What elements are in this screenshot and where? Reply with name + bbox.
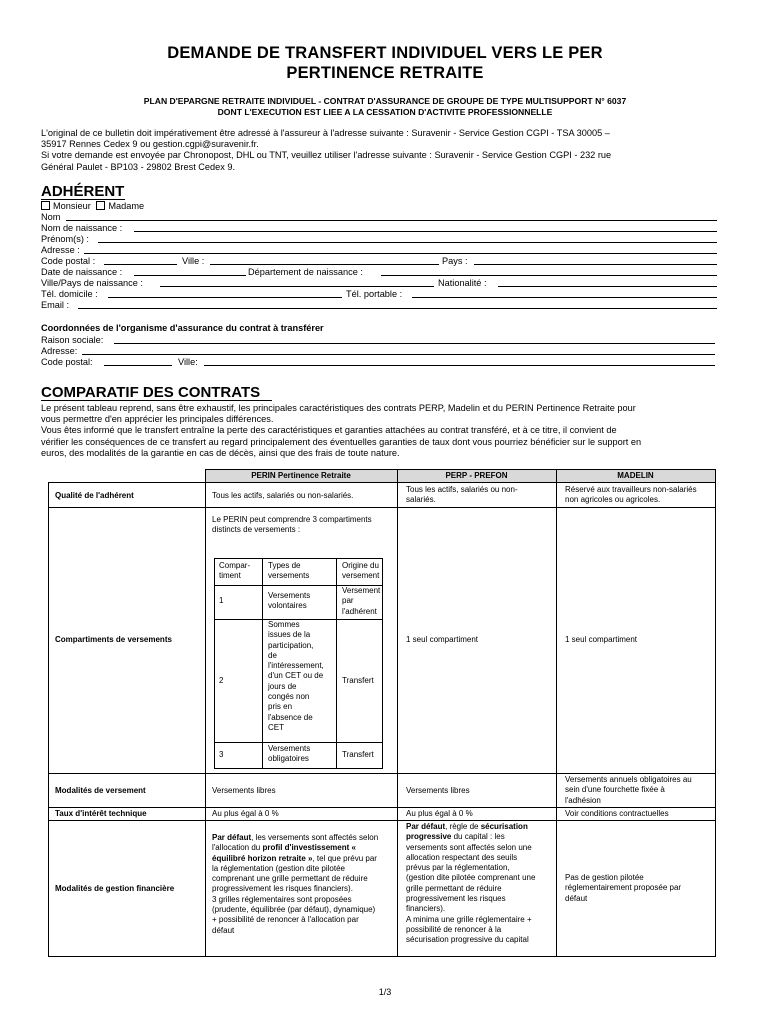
cell-line: progressivement les risques	[406, 894, 506, 904]
cell-line: Compar-	[219, 561, 251, 570]
cell-line: versements	[268, 571, 310, 581]
table-border	[48, 507, 716, 508]
nationalite-field[interactable]	[498, 286, 717, 287]
cell-line: l'adhérent	[342, 606, 377, 616]
cell-line: réglementairement proposée par	[565, 883, 682, 893]
text: du capital : les	[451, 832, 505, 842]
cell-line: timent	[219, 571, 241, 581]
page-number: 1/3	[378, 987, 392, 997]
cell-line: volontaires	[268, 601, 307, 611]
cell-line: Versement	[342, 586, 381, 595]
gestion-madelin	[565, 873, 681, 904]
inner-border	[214, 558, 383, 559]
compartiments-perp: 1 seul compartiment	[406, 635, 479, 644]
monsieur-checkbox[interactable]	[41, 201, 50, 210]
cell-line: issues de la	[268, 630, 311, 640]
bold-text: profil d'investissement «	[262, 843, 356, 853]
email-field[interactable]	[78, 308, 717, 309]
tel-domicile-field[interactable]	[108, 297, 342, 298]
adresse-field[interactable]	[84, 253, 717, 254]
text: , tel que prévu par	[312, 853, 377, 863]
madame-label: Madame	[108, 201, 145, 211]
comparatif-text	[41, 403, 721, 459]
departement-label: Département de naissance :	[248, 267, 363, 277]
cell-line: non agricoles ou agricoles.	[565, 495, 661, 505]
nationalite-label: Nationalité :	[438, 278, 487, 288]
compartiments-perin-intro	[212, 515, 372, 536]
nom-label: Nom	[41, 212, 61, 222]
cell-line: sécurisation progressive du capital	[406, 935, 529, 945]
cell-line: par	[342, 596, 354, 606]
cell-line: CET	[268, 722, 284, 732]
cell-line: grille permettant de réduire	[406, 883, 502, 893]
cell-line: l'intéressement,	[268, 661, 324, 671]
cell-line: Réservé aux travailleurs non-salariés	[565, 485, 697, 494]
cell-line: sein d'une fourchette fixée à	[565, 785, 665, 795]
table-border	[397, 469, 398, 957]
inner-row-2-origine: Transfert	[342, 676, 374, 685]
cell-line: (prudente, équilibrée (par défaut), dynamique)	[212, 905, 376, 915]
cell-line: la réglementation (gestion dite pilotée	[212, 863, 345, 873]
cell-line: Le PERIN peut comprendre 3 compartiments	[212, 515, 372, 524]
cell-line: 3 grilles réglementaires sont proposées	[212, 894, 352, 904]
table-border	[48, 820, 716, 821]
cell-line	[212, 833, 394, 843]
cell-line: possibilité de renoncer à la	[406, 924, 502, 934]
ville-pays-label: Ville/Pays de naissance :	[41, 278, 143, 288]
cell-line: prévus par la réglementation,	[406, 863, 510, 873]
taux-perp: Au plus égal à 0 %	[406, 809, 473, 818]
table-border	[48, 773, 716, 774]
row-label-compartiments: Compartiments de versements	[55, 635, 172, 644]
cell-line: + possibilité de renoncer à l'allocation par	[212, 915, 359, 925]
inner-row-2-type	[268, 620, 324, 733]
text: , les versements sont affectés selon	[251, 833, 379, 842]
table-border	[48, 807, 716, 808]
inner-row-3-origine: Transfert	[342, 750, 374, 759]
tel-domicile-label: Tél. domicile :	[41, 289, 98, 299]
madame-checkbox[interactable]	[96, 201, 105, 210]
cell-line: congés non	[268, 692, 310, 702]
intro-line: 35917 Rennes Cedex 9 ou gestion.cgpi@suravenir.fr.	[41, 139, 259, 150]
intro-text	[41, 128, 721, 173]
intro-line: Si votre demande est envoyée par Chronopost, DHL ou TNT, veuillez utiliser l'adresse suivante : Suravenir - Service Gestion CGPI - 232 rue	[41, 150, 612, 161]
cell-line: Versements annuels obligatoires au	[565, 775, 692, 784]
inner-row-2-num: 2	[219, 676, 224, 685]
code-postal-label: Code postal :	[41, 256, 96, 266]
comparatif-line: Vous êtes informé que le transfert entraîne la perte des caractéristiques et garanties attachées au contrat transféré, et à ce titre, il convient de	[41, 425, 617, 436]
pays-field[interactable]	[474, 264, 717, 265]
header-madelin: MADELIN	[617, 471, 654, 480]
organisme-adresse-field[interactable]	[82, 354, 715, 355]
modalites-versement-perp: Versements libres	[406, 786, 470, 795]
inner-row-1-type	[268, 591, 310, 612]
document-title-line2: PERTINENCE RETRAITE	[286, 64, 484, 82]
inner-border	[262, 558, 263, 769]
adresse-label: Adresse :	[41, 245, 80, 255]
cell-line: A minima une grille réglementaire +	[406, 914, 532, 924]
cell-line	[406, 832, 554, 842]
organisme-heading: Coordonnées de l'organisme d'assurance du contrat à transférer	[41, 323, 324, 333]
cell-line: (gestion dite pilotée comprenant une	[406, 873, 536, 883]
inner-border	[382, 558, 383, 769]
ville-label: Ville :	[182, 256, 205, 266]
table-border	[556, 469, 557, 957]
organisme-ville-field[interactable]	[204, 365, 715, 366]
gestion-perp	[406, 822, 554, 946]
raison-sociale-label: Raison sociale:	[41, 335, 104, 345]
code-postal-field[interactable]	[104, 264, 177, 265]
tel-portable-field[interactable]	[412, 297, 717, 298]
intro-line: Général Paulet - BP103 - 29802 Brest Cedex 9.	[41, 161, 236, 172]
cell-line: Versements	[268, 591, 311, 600]
text: , règle de	[445, 822, 481, 831]
organisme-code-postal-field[interactable]	[104, 365, 172, 366]
cell-line: comprenant une grille permettant de réduire	[212, 874, 368, 884]
cell-line: l'adhésion	[565, 795, 601, 805]
cell-line	[212, 854, 394, 864]
row-label-gestion: Modalités de gestion financière	[55, 884, 175, 893]
modalites-versement-perin: Versements libres	[212, 786, 276, 795]
comparatif-heading-underline	[41, 400, 272, 401]
qualite-perp	[406, 485, 518, 506]
cell-line: pris en	[268, 702, 293, 712]
raison-sociale-field[interactable]	[114, 343, 715, 344]
nom-field[interactable]	[66, 220, 717, 221]
cell-line: financiers).	[406, 904, 446, 914]
monsieur-label: Monsieur	[53, 201, 91, 211]
text: l'allocation du	[212, 843, 263, 853]
date-naissance-label: Date de naissance :	[41, 267, 123, 277]
organisme-ville-label: Ville:	[178, 357, 198, 367]
bold-text: progressive	[406, 832, 452, 842]
inner-header-types	[268, 561, 309, 582]
gestion-perin	[212, 833, 394, 936]
taux-madelin: Voir conditions contractuelles	[565, 809, 669, 818]
row-label-qualite: Qualité de l'adhérent	[55, 491, 134, 500]
cell-line: Origine du	[342, 561, 379, 570]
adherent-heading-underline	[41, 199, 125, 200]
table-border	[48, 482, 716, 483]
document-subtitle-line2: DONT L'EXECUTION EST LIEE A LA CESSATION D'ACTIVITE PROFESSIONNELLE	[217, 107, 553, 117]
cell-line: Types de	[268, 561, 301, 570]
row-label-taux: Taux d'intérêt technique	[55, 809, 147, 818]
pays-label: Pays :	[442, 256, 468, 266]
bold-text: Par défaut	[406, 822, 446, 831]
prenoms-field[interactable]	[98, 242, 717, 243]
bold-text: Par défaut	[212, 833, 252, 842]
comparatif-heading: COMPARATIF DES CONTRATS	[41, 384, 261, 401]
cell-line: Sommes	[268, 620, 300, 629]
inner-border	[214, 742, 383, 743]
inner-header-origine	[342, 561, 379, 582]
cell-line: jours de	[268, 681, 297, 691]
cell-line: progressivement les risques financiers).	[212, 884, 353, 894]
cell-line: Versements	[268, 744, 311, 753]
document-subtitle-line1: PLAN D'EPARGNE RETRAITE INDIVIDUEL - CONTRAT D'ASSURANCE DE GROUPE DE TYPE MULTISUPPORT N° 6037	[143, 96, 627, 106]
compartiments-madelin: 1 seul compartiment	[565, 635, 638, 644]
inner-border	[336, 558, 337, 769]
cell-line	[212, 843, 394, 853]
cell-line: défaut	[565, 893, 588, 903]
civility-row	[41, 201, 144, 211]
adherent-heading: ADHÉRENT	[41, 183, 125, 200]
comparatif-line: vérifier les conséquences de ce transfert au regard principalement des éventuelles garanties de taux dont vous pourriez bénéficier sur le support en	[41, 436, 642, 447]
table-border	[715, 469, 716, 957]
comparatif-line: euros, des modalités de la garantie en cas de décès, ainsi que des frais de toute nature.	[41, 447, 400, 458]
qualite-madelin	[565, 485, 697, 506]
row-label-modalites-versement: Modalités de versement	[55, 786, 146, 795]
inner-row-1-num: 1	[219, 596, 224, 605]
cell-line: obligatoires	[268, 754, 309, 764]
cell-line: salariés.	[406, 495, 436, 505]
bold-text: sécurisation	[480, 822, 528, 831]
tel-portable-label: Tél. portable :	[346, 289, 403, 299]
inner-border	[214, 558, 215, 769]
departement-field[interactable]	[381, 275, 717, 276]
cell-line	[406, 822, 554, 832]
inner-row-3-type	[268, 744, 310, 765]
cell-line: versements sont affectés selon une	[406, 842, 532, 852]
cell-line: Pas de gestion pilotée	[565, 873, 644, 882]
ville-pays-field[interactable]	[160, 286, 434, 287]
nom-naissance-field[interactable]	[134, 231, 717, 232]
cell-line: Tous les actifs, salariés ou non-	[406, 485, 518, 494]
document-title-line1: DEMANDE DE TRANSFERT INDIVIDUEL VERS LE PER	[167, 44, 603, 62]
inner-border	[214, 768, 383, 769]
cell-line: distincts de versements :	[212, 525, 301, 535]
cell-line: défaut	[212, 925, 235, 935]
nom-naissance-label: Nom de naissance :	[41, 223, 123, 233]
inner-row-3-num: 3	[219, 750, 224, 759]
prenoms-label: Prénom(s) :	[41, 234, 89, 244]
cell-line: de	[268, 650, 277, 660]
taux-perin: Au plus égal à 0 %	[212, 809, 279, 818]
comparatif-line: vous permettre d'en apprécier les principales différences.	[41, 414, 274, 425]
table-border	[205, 469, 206, 957]
inner-header-compartiment	[219, 561, 250, 582]
table-bottom-border	[48, 956, 716, 957]
cell-line: versement	[342, 571, 380, 581]
modalites-versement-madelin	[565, 775, 692, 806]
bold-text: équilibré horizon retraite »	[212, 853, 313, 863]
qualite-perin: Tous les actifs, salariés ou non-salariés.	[212, 491, 354, 500]
table-border	[48, 482, 49, 957]
organisme-adresse-label: Adresse:	[41, 346, 78, 356]
email-label: Email :	[41, 300, 70, 310]
table-top-border	[205, 469, 716, 470]
cell-line: d'un CET ou de	[268, 671, 324, 681]
cell-line: allocation respectant des seuils	[406, 852, 518, 862]
ville-field[interactable]	[210, 264, 439, 265]
header-perin: PERIN Pertinence Retraite	[251, 471, 351, 480]
comparatif-line: Le présent tableau reprend, sans être exhaustif, les principales caractéristiques des contrats PERP, Madelin et du PERIN Pertinence Retraite pour	[41, 403, 636, 413]
cell-line: participation,	[268, 640, 314, 650]
cell-line: l'absence de	[268, 712, 313, 722]
inner-row-1-origine	[342, 586, 380, 617]
date-naissance-field[interactable]	[134, 275, 246, 276]
organisme-code-postal-label: Code postal:	[41, 357, 93, 367]
intro-line: L'original de ce bulletin doit impérativement être adressé à l'assureur à l'adresse suivante : Suravenir - Service Gestion CGPI - TSA 30005 –	[41, 128, 610, 138]
header-perp: PERP - PREFON	[445, 471, 508, 480]
